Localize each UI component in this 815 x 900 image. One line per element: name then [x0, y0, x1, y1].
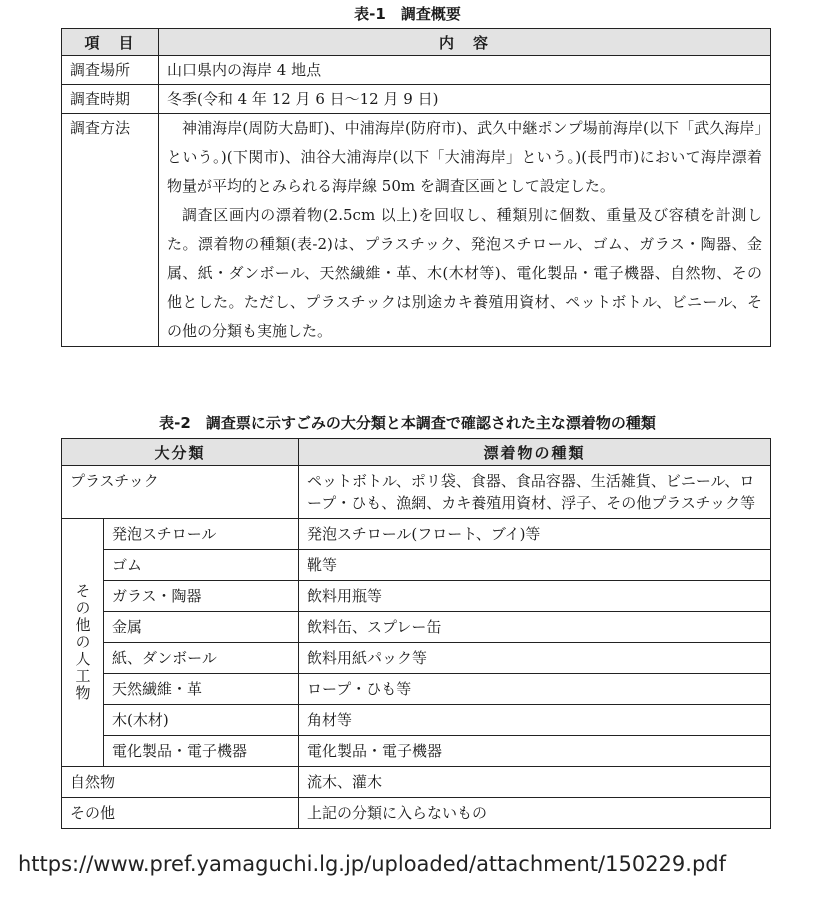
items-cell: 飲料用紙パック等	[299, 643, 771, 674]
category-cell: 木(木材)	[104, 705, 299, 736]
debris-category-table	[61, 438, 771, 829]
category-cell: 電化製品・電子機器	[104, 736, 299, 767]
table-row	[62, 466, 771, 519]
table-header-row	[62, 29, 771, 56]
category-cell: ゴム	[104, 550, 299, 581]
table1-caption: 表-1 調査概要	[354, 5, 461, 23]
row-label-period: 調査時期	[62, 85, 159, 114]
category-plastic: プラスチック	[62, 466, 299, 519]
items-other: 上記の分類に入らないもの	[299, 798, 771, 829]
row-value-period: 冬季(令和 4 年 12 月 6 日～12 月 9 日)	[159, 85, 771, 114]
table-header-row	[62, 439, 771, 466]
header-item: 項 目	[62, 29, 159, 56]
category-cell: ガラス・陶器	[104, 581, 299, 612]
table-row	[62, 674, 771, 705]
items-cell: 電化製品・電子機器	[299, 736, 771, 767]
row-value-method	[159, 114, 771, 347]
category-cell: 紙、ダンボール	[104, 643, 299, 674]
method-paragraph-1: 神浦海岸(周防大島町)、中浦海岸(防府市)、武久中継ポンプ場前海岸(以下「武久海岸」という。)(下関市)、油谷大浦海岸(以下「大浦海岸」という。)(長門市)において海岸漂着物量が平均的とみられる海岸線 50m を調査区画として設定した。	[167, 119, 762, 195]
row-value-location: 山口県内の海岸 4 地点	[159, 56, 771, 85]
table-row	[62, 612, 771, 643]
header-debris-types: 漂着物の種類	[299, 439, 771, 466]
survey-overview-table	[61, 28, 771, 347]
table-row	[62, 114, 771, 347]
table-row	[62, 519, 771, 550]
table-row	[62, 736, 771, 767]
source-url: https://www.pref.yamaguchi.lg.jp/uploaded/attachment/150229.pdf	[18, 852, 727, 876]
items-cell: 飲料用瓶等	[299, 581, 771, 612]
table-row	[62, 56, 771, 85]
method-paragraph-2: 調査区画内の漂着物(2.5cm 以上)を回収し、種類別に個数、重量及び容積を計測した。漂着物の種類(表-2)は、プラスチック、発泡スチロール、ゴム、ガラス・陶器、金属、紙・ダンボール、天然繊維・革、木(木材等)、電化製品・電子機器、自然物、その他とした。ただし、プラスチックは別途カキ養殖用資材、ペットボトル、ビニール、その他の分類も実施した。	[167, 206, 762, 340]
table-row	[62, 705, 771, 736]
items-plastic: ペットボトル、ポリ袋、食器、食品容器、生活雑貨、ビニール、ロープ・ひも、漁網、カキ養殖用資材、浮子、その他プラスチック等	[299, 466, 771, 519]
table-row	[62, 550, 771, 581]
row-label-location: 調査場所	[62, 56, 159, 85]
table-row	[62, 798, 771, 829]
items-cell: 発泡スチロール(フロート、ブイ)等	[299, 519, 771, 550]
group-label-other-artificial: その他の人工物	[62, 519, 104, 767]
category-other: その他	[62, 798, 299, 829]
table2-caption: 表-2 調査票に示すごみの大分類と本調査で確認された主な漂着物の種類	[159, 414, 656, 432]
header-content: 内 容	[159, 29, 771, 56]
table-row	[62, 581, 771, 612]
header-major-category: 大分類	[62, 439, 299, 466]
table-row	[62, 85, 771, 114]
items-natural: 流木、灌木	[299, 767, 771, 798]
category-cell: 発泡スチロール	[104, 519, 299, 550]
table-row	[62, 643, 771, 674]
row-label-method: 調査方法	[62, 114, 159, 347]
items-cell: ロープ・ひも等	[299, 674, 771, 705]
items-cell: 靴等	[299, 550, 771, 581]
category-natural: 自然物	[62, 767, 299, 798]
items-cell: 飲料缶、スプレー缶	[299, 612, 771, 643]
category-cell: 金属	[104, 612, 299, 643]
items-cell: 角材等	[299, 705, 771, 736]
category-cell: 天然繊維・革	[104, 674, 299, 705]
table-row	[62, 767, 771, 798]
